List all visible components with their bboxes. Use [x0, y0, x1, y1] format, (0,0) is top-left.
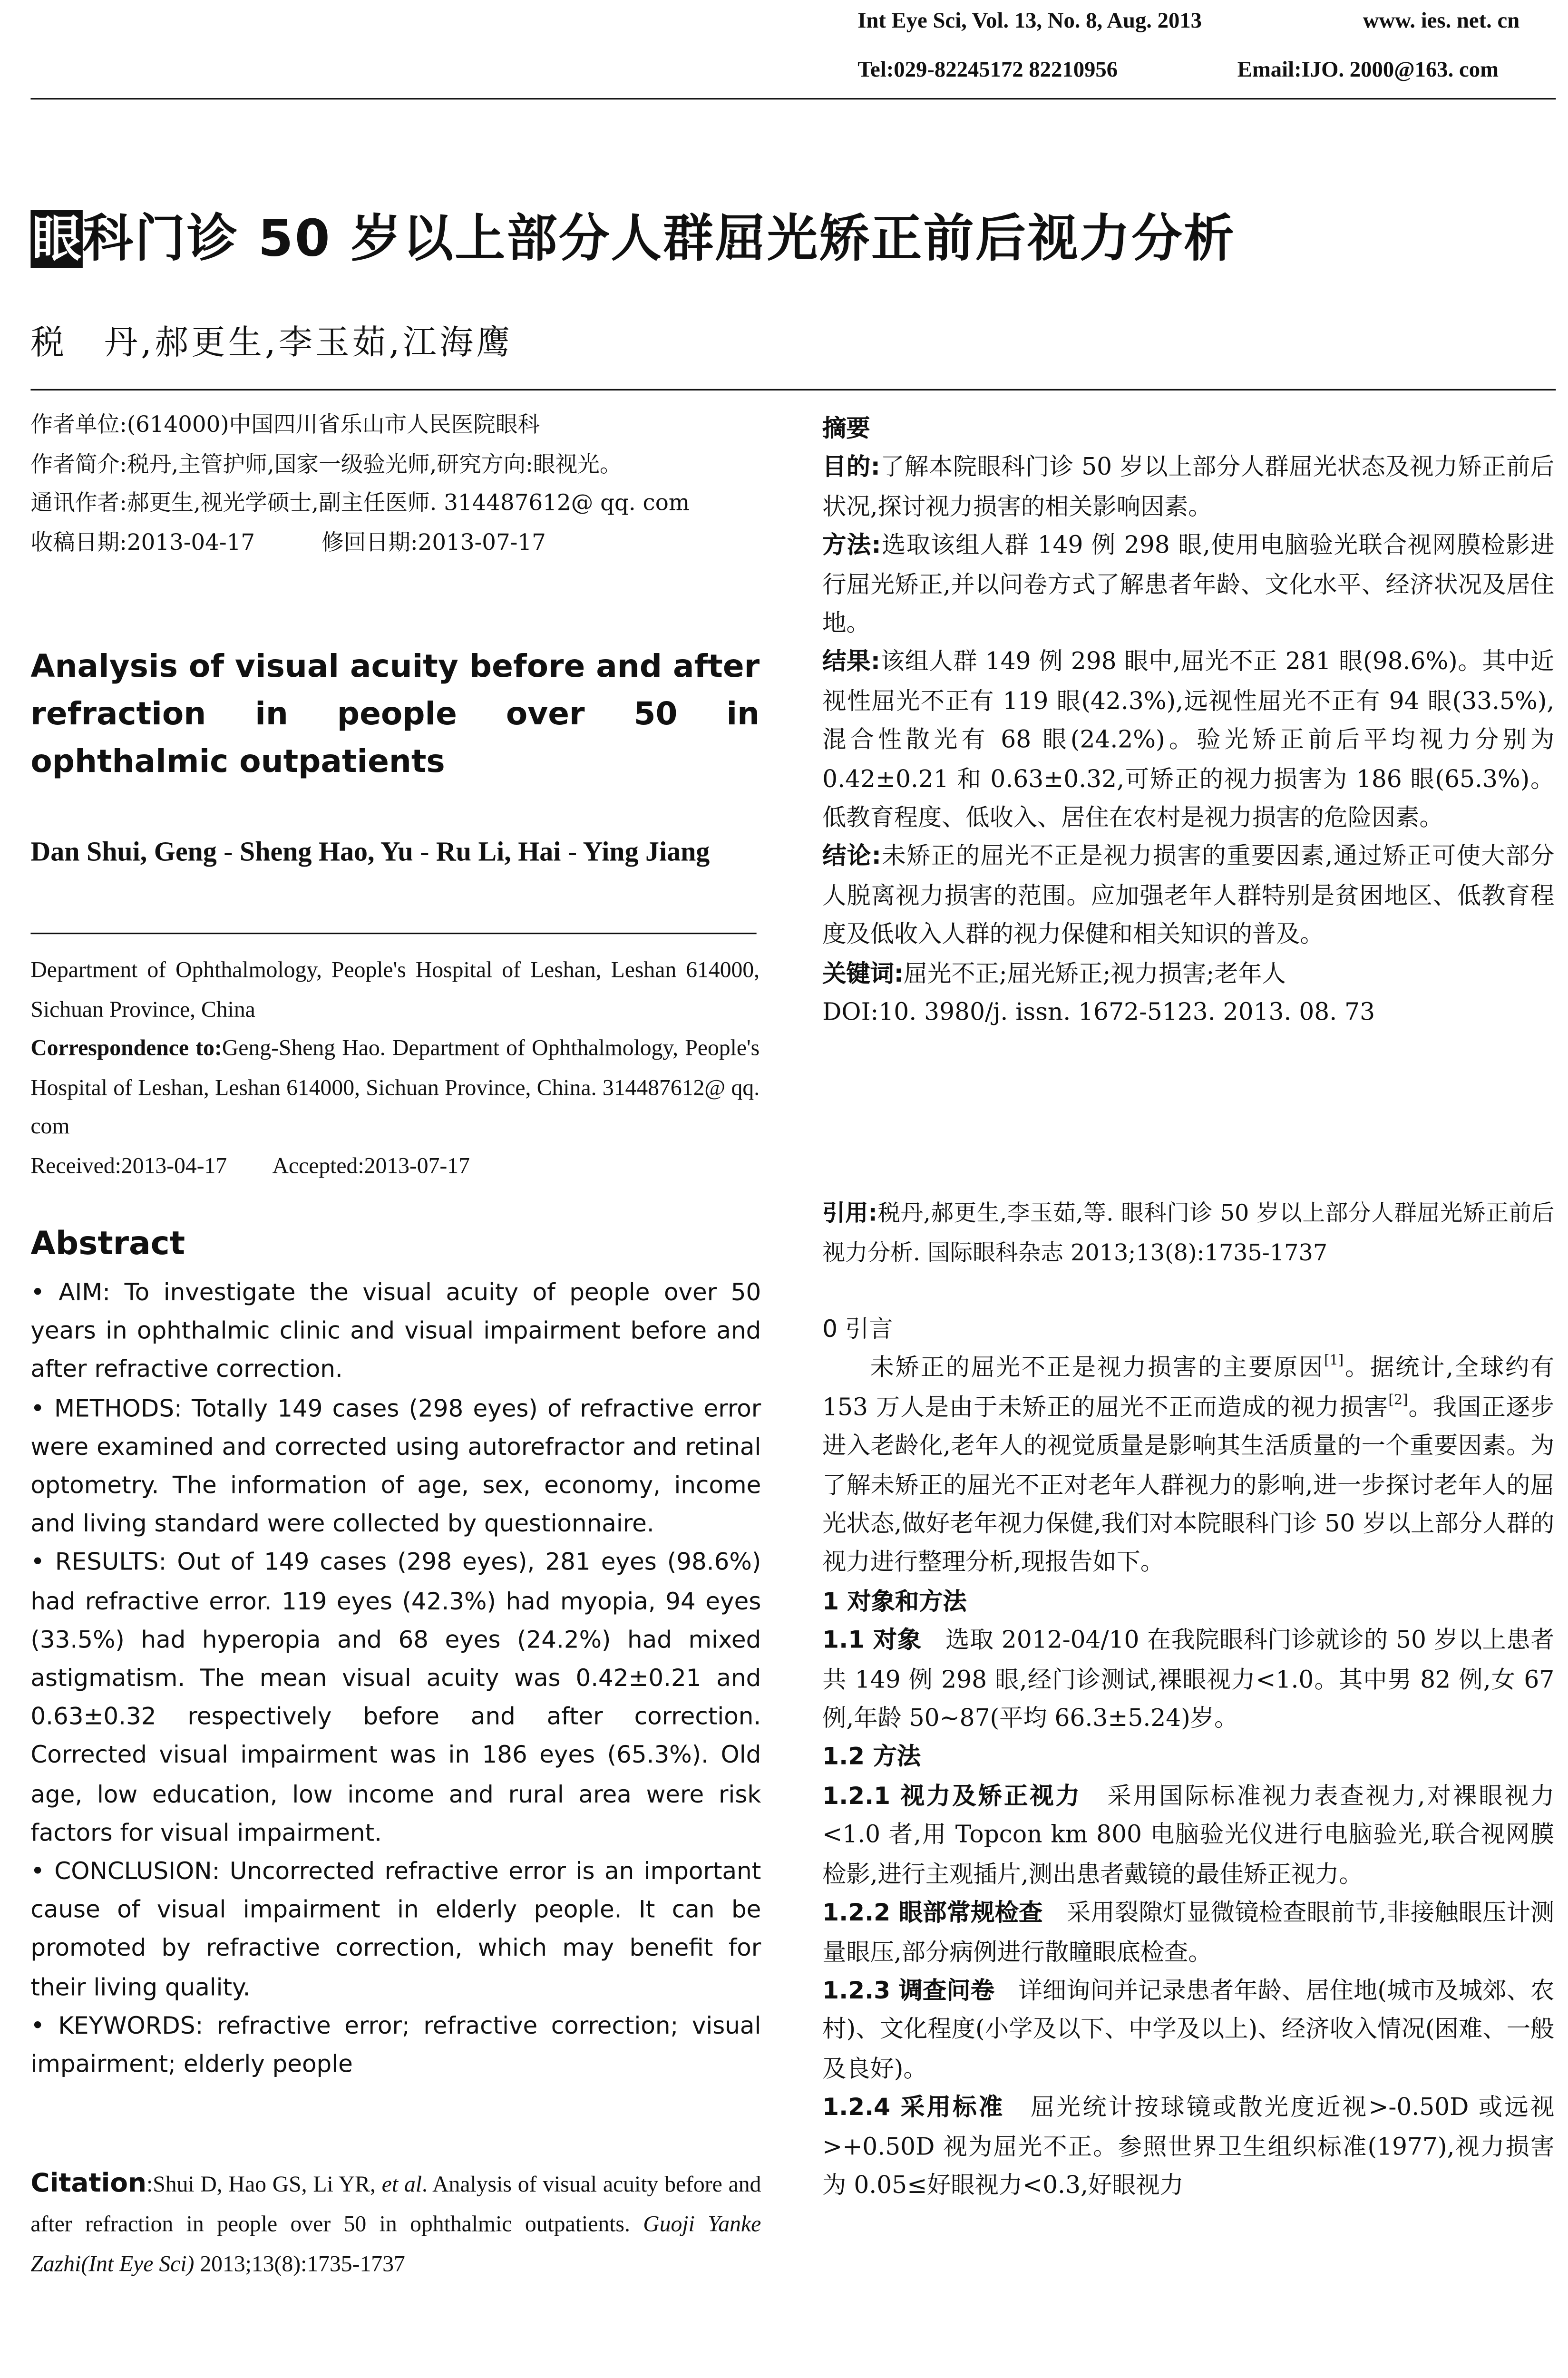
abstract-cn-methods-text: 选取该组人群 149 例 298 眼,使用电脑验光联合视网膜检影进行屈光矫正,并以问卷方式了解患者年龄、文化水平、经济状况及居住地。	[822, 532, 1555, 637]
abstract-cn-keywords	[822, 955, 1554, 994]
citation-text-1: :Shui D, Hao GS, Li YR,	[146, 2173, 382, 2198]
abstract-cn-aim-label: 目的:	[822, 454, 880, 482]
abstract-cn-methods	[822, 527, 1554, 643]
author-unit: 作者单位:(614000)中国四川省乐山市人民医院眼科	[30, 413, 540, 438]
author-intro: 作者简介:税丹,主管护师,国家一级验光师,研究方向:眼视光。	[30, 452, 622, 478]
journal-website: www. ies. net. cn	[1363, 9, 1520, 34]
title-rule	[30, 389, 1556, 391]
journal-line: Int Eye Sci, Vol. 13, No. 8, Aug. 2013	[857, 9, 1202, 34]
abstract-en	[30, 1274, 761, 2085]
correspondence-label: Correspondence to:	[30, 1036, 222, 1062]
authors-cn: 税 丹,郝更生,李玉茹,江海鹰	[30, 324, 513, 363]
section-1-2-3-label: 1.2.3 调查问卷	[822, 1977, 995, 2005]
abstract-cn-aim-text: 了解本院眼科门诊 50 岁以上部分人群屈光状态及视力矫正前后状况,探讨视力损害的相关影响因素。	[822, 454, 1555, 521]
section-1-2-4-text: 屈光统计按球镜或散光度近视>-0.50D 或远视>+0.50D 视为屈光不正。参照世界卫生组织标准(1977),视力损害为 0.05≤好眼视力<0.3,好眼视力	[822, 2094, 1555, 2199]
abstract-cn-conclusion-text: 未矫正的屈光不正是视力损害的重要因素,通过矫正可使大部分人脱离视力损害的范围。应加强老年人群特别是贫困地区、低教育程度及低收入人群的视力保健和相关知识的普及。	[822, 843, 1555, 949]
abstract-methods: • METHODS: Totally 149 cases (298 eyes) of refractive error were examined and corrected using autorefractor and retinal optometry. The information of age, sex, economy, income and living standard were collected by questionnaire.	[30, 1394, 761, 1538]
citation-cn-label: 引用:	[822, 1200, 877, 1227]
citation-cn-text: 税丹,郝更生,李玉茹,等. 眼科门诊 50 岁以上部分人群屈光矫正前后视力分析. 国际眼科杂志 2013;13(8):1735-1737	[822, 1200, 1555, 1267]
affiliation-block	[30, 953, 760, 1187]
english-authors: Dan Shui, Geng - Sheng Hao, Yu - Ru Li, Hai - Ying Jiang	[30, 836, 710, 867]
received-dates-cn: 收稿日期:2013-04-17 修回日期:2013-07-17	[30, 530, 546, 556]
citation-journal: Guoji Yanke Zazhi(Int Eye Sci)	[30, 2212, 761, 2277]
title-first-char: 眼	[30, 210, 83, 268]
section-1-2-1-text: 采用国际标准视力表查视力,对裸眼视力<1.0 者,用 Topcon km 800 电脑验光仪进行电脑验光,联合视网膜检影,进行主观插片,测出患者戴镜的最佳矫正视力。	[822, 1782, 1555, 1888]
received-line: Received:2013-04-17 Accepted:2013-07-17	[30, 1154, 470, 1179]
section-1-1	[822, 1622, 1554, 1739]
section-1-2-3-text: 详细询问并记录患者年龄、居住地(城市及城郊、农村)、文化程度(小学及以下、中学及以上)、经济收入情况(困难、一般及良好)。	[822, 1977, 1555, 2083]
section-1-2-1	[822, 1778, 1554, 1894]
section-1-2-4	[822, 2089, 1554, 2205]
english-title: Analysis of visual acuity before and after refraction in people over 50 in ophthalmic outpatients	[30, 648, 760, 780]
corresponding-author: 通讯作者:郝更生,视光学硕士,副主任医师. 314487612@ qq. com	[30, 491, 690, 517]
citation-label: Citation	[30, 2168, 146, 2199]
abstract-cn-doi: DOI:10. 3980/j. issn. 1672-5123. 2013. 08. 73	[822, 998, 1375, 1026]
section-1-2-3	[822, 1972, 1554, 2089]
abstract-results: • RESULTS: Out of 149 cases (298 eyes), 281 eyes (98.6%) had refractive error. 119 eyes (42.3%) had myopia, 94 eyes (33.5%) had hyperopia and 68 eyes (24.2%) had mixed astigmatism. The mean visual acuity was 0.42±0.21 and 0.63±0.32 respectively before and after correction. Corrected visual impairment was in 186 eyes (65.3%). Old age, low education, low income and rural area were risk factors for visual impairment.	[30, 1549, 761, 1847]
section-1-1-text: 选取 2012-04/10 在我院眼科门诊就诊的 50 岁以上患者共 149 例 298 眼,经门诊测试,裸眼视力<1.0。其中男 82 例,女 67 例,年龄 50~87(平均 66.3±5.24)岁。	[822, 1627, 1555, 1733]
section-1-2-1-label: 1.2.1 视力及矫正视力	[822, 1782, 1082, 1810]
abstract-cn-methods-label: 方法:	[822, 532, 881, 560]
author-info	[30, 408, 756, 564]
reference-2[interactable]: [2]	[1388, 1393, 1408, 1409]
correspondence	[30, 1031, 760, 1148]
section-1-2-2	[822, 1894, 1554, 1972]
section-1-2-2-label: 1.2.2 眼部常规检查	[822, 1899, 1043, 1927]
intro-text-3: 。我国正逐步进入老龄化,老年人的视觉质量是影响其生活质量的一个重要因素。为了解未矫正的屈光不正对老年人群视力的影响,进一步探讨老年人的屈光状态,做好老年视力保健,我们对本院眼科门诊 50 岁以上部分人群的视力进行整理分析,现报告如下。	[822, 1393, 1555, 1577]
section-1-2-4-label: 1.2.4 采用标准	[822, 2094, 1005, 2122]
journal-tel: Tel:029-82245172 82210956	[857, 58, 1118, 83]
section-1-2-heading: 1.2 方法	[822, 1743, 921, 1771]
citation-etal: et al	[381, 2173, 422, 2198]
abstract-cn-keywords-label: 关键词:	[822, 959, 904, 987]
section-1-heading: 1 对象和方法	[822, 1588, 967, 1616]
intro-paragraph	[822, 1350, 1554, 1583]
authors-rule	[30, 933, 756, 935]
journal-info	[857, 9, 1202, 35]
abstract-heading: Abstract	[30, 1225, 185, 1262]
intro-text-1: 未矫正的屈光不正是视力损害的主要原因	[870, 1354, 1325, 1382]
paper-title	[30, 199, 1236, 271]
abstract-cn-conclusion-label: 结论:	[822, 843, 881, 871]
abstract-cn-results-label: 结果:	[822, 648, 880, 676]
intro-text-2: 。据统计,全球约有 153 万人是由于未矫正的屈光不正而造成的视力损害	[822, 1354, 1555, 1421]
citation-text-2: . Analysis of visual acuity before and after refraction in people over 50 in ophthalmic outpatients.	[30, 2173, 761, 2237]
journal-email: Email:IJO. 2000@163. com	[1237, 58, 1499, 83]
section-1-2-2-text: 采用裂隙灯显微镜检查眼前节,非接触眼压计测量眼压,部分病例进行散瞳眼底检查。	[822, 1899, 1555, 1966]
abstract-cn-heading: 摘要	[822, 415, 870, 443]
citation-text-3: 2013;13(8):1735-1737	[194, 2252, 405, 2277]
citation-en	[30, 2165, 761, 2285]
body-cn	[822, 1311, 1554, 2206]
intro-heading: 0 引言	[822, 1315, 893, 1343]
section-1-1-label: 1.1 对象	[822, 1627, 922, 1655]
abstract-cn-aim	[822, 449, 1554, 527]
header-rule	[30, 98, 1556, 100]
abstract-cn	[822, 410, 1554, 1033]
abstract-conclusion: • CONCLUSION: Uncorrected refractive error is an important cause of visual impairment in elderly people. It can be promoted by refractive correction, which may benefit for their living quality.	[30, 1858, 761, 2001]
reference-1[interactable]: [1]	[1324, 1354, 1344, 1370]
abstract-cn-results-text: 该组人群 149 例 298 眼中,屈光不正 281 眼(98.6%)。其中近视性屈光不正有 119 眼(42.3%),远视性屈光不正有 94 眼(33.5%),混合性散光有 68 眼(24.2%)。验光矫正前后平均视力分别为 0.42±0.21 和 0.63±0.32,可矫正的视力损害为 186 眼(65.3%)。低教育程度、低收入、居住在农村是视力损害的危险因素。	[822, 648, 1555, 832]
abstract-cn-conclusion	[822, 838, 1554, 955]
abstract-cn-keywords-text: 屈光不正;屈光矫正;视力损害;老年人	[903, 959, 1286, 987]
citation-cn	[822, 1195, 1554, 1274]
abstract-aim: • AIM: To investigate the visual acuity of people over 50 years in ophthalmic clinic and visual impairment before and after refractive correction.	[30, 1278, 761, 1384]
title-text: 科门诊 50 岁以上部分人群屈光矫正前后视力分析	[82, 208, 1236, 268]
affiliation: Department of Ophthalmology, People's Hospital of Leshan, Leshan 614000, Sichuan Province, China	[30, 958, 760, 1023]
correspondence-text: Geng-Sheng Hao. Department of Ophthalmology, People's Hospital of Leshan, Leshan 614000, Sichuan Province, China. 314487612@ qq. com	[30, 1036, 760, 1140]
abstract-keywords: • KEYWORDS: refractive error; refractive correction; visual impairment; elderly people	[30, 2012, 761, 2078]
abstract-cn-results	[822, 644, 1554, 838]
